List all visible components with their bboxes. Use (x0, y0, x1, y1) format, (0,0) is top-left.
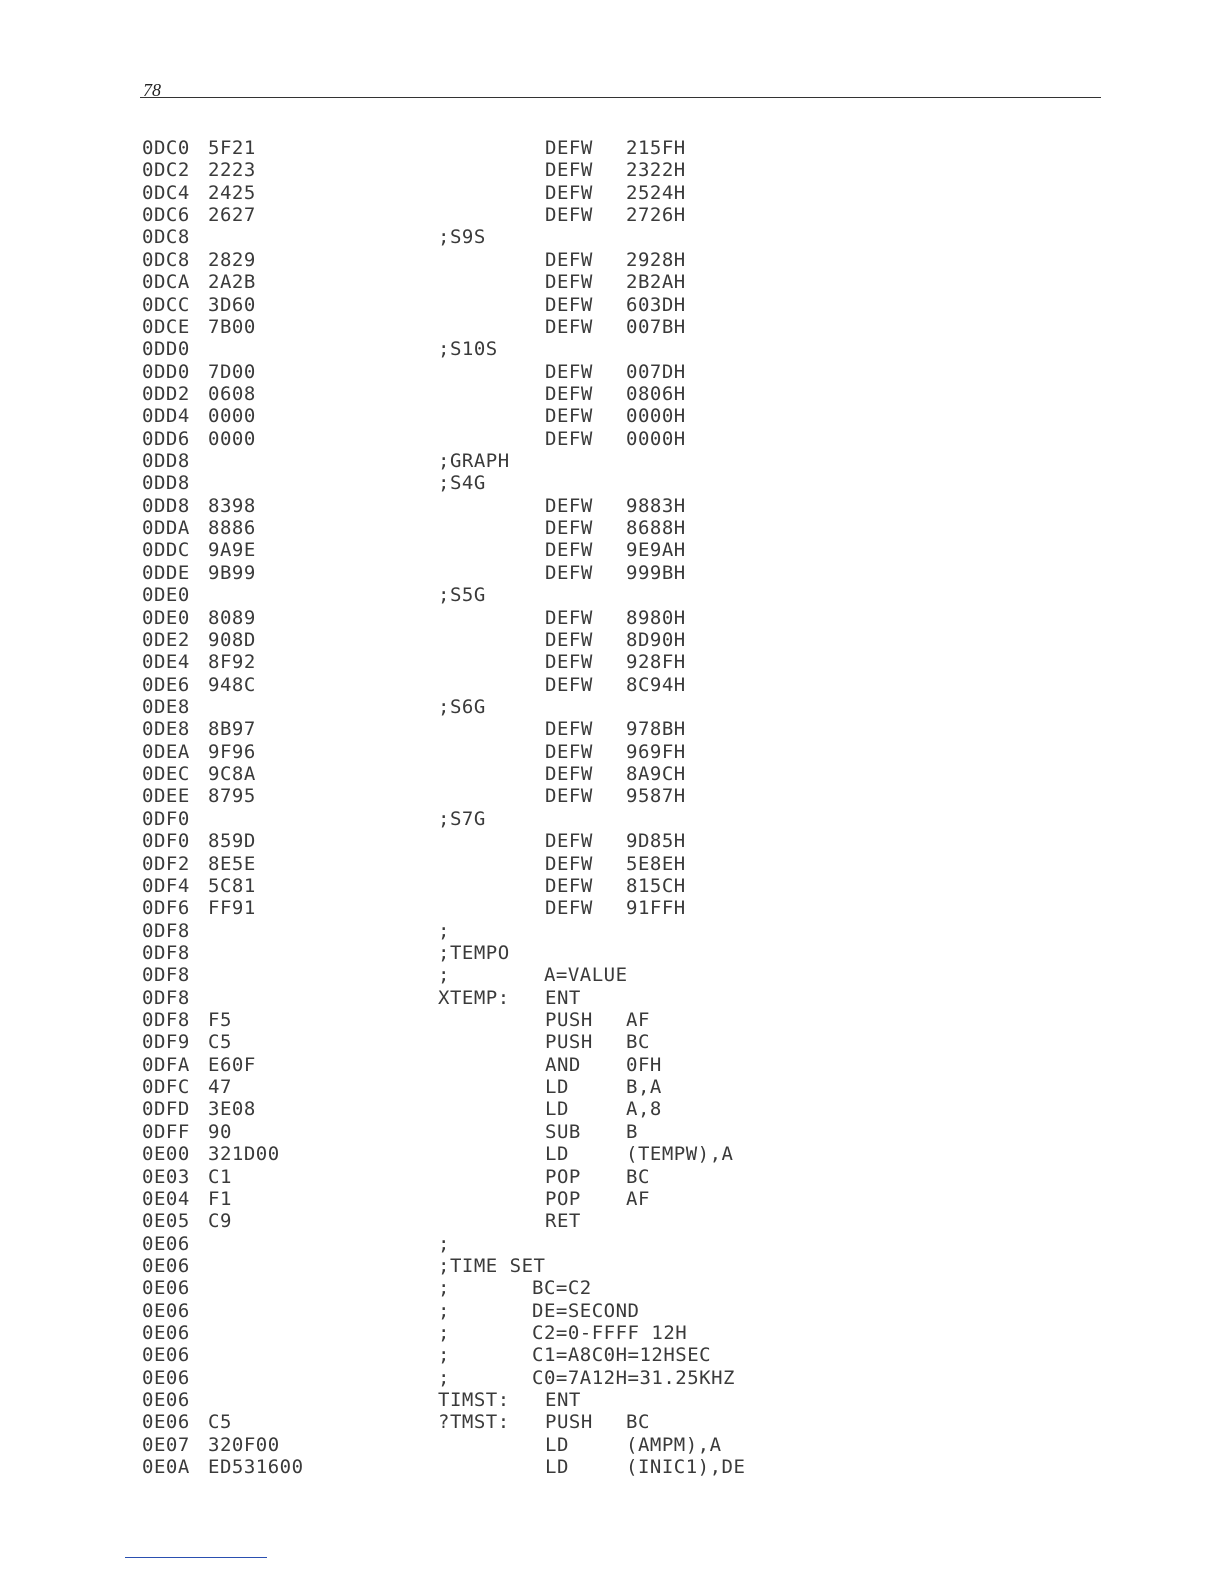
listing-addr: 0DE8 (142, 695, 190, 718)
listing-arg: B (626, 1120, 638, 1143)
listing-code: C5 (208, 1411, 232, 1434)
listing-op: AND (545, 1053, 581, 1076)
listing-line (0, 629, 1224, 651)
listing-addr: 0DE2 (142, 628, 190, 651)
listing-code: 2223 (208, 159, 256, 182)
listing-addr: 0DE4 (142, 651, 190, 674)
listing-arg: 91FFH (626, 897, 686, 920)
listing-code: 8B97 (208, 718, 256, 741)
listing-arg: 2928H (626, 248, 686, 271)
listing-label: XTEMP: (438, 986, 510, 1009)
listing-line (0, 539, 1224, 561)
listing-addr: 0DCC (142, 293, 190, 316)
listing-comment: C2=0-FFFF 12H (532, 1322, 688, 1345)
listing-arg: A,8 (626, 1098, 662, 1121)
listing-line (0, 1255, 1224, 1277)
listing-op: SUB (545, 1120, 581, 1143)
listing-line (0, 1456, 1224, 1478)
listing-arg: 928FH (626, 651, 686, 674)
listing-addr: 0E0A (142, 1456, 190, 1479)
listing-addr: 0DC2 (142, 159, 190, 182)
listing-code: 0000 (208, 405, 256, 428)
listing-arg: 8D90H (626, 628, 686, 651)
listing-line (0, 674, 1224, 696)
listing-op: PUSH (545, 1009, 593, 1032)
listing-op: DEFW (545, 539, 593, 562)
footnote-rule (125, 1557, 267, 1558)
listing-op: DEFW (545, 673, 593, 696)
listing-addr: 0DD0 (142, 338, 190, 361)
listing-arg: BC (626, 1031, 650, 1054)
listing-code: 7D00 (208, 360, 256, 383)
listing-label: ; (438, 1277, 450, 1300)
listing-line (0, 763, 1224, 785)
listing-addr: 0DD8 (142, 494, 190, 517)
listing-arg: BC (626, 1411, 650, 1434)
listing-op: DEFW (545, 740, 593, 763)
listing-op: DEFW (545, 293, 593, 316)
listing-op: PUSH (545, 1031, 593, 1054)
listing-code: ED531600 (208, 1456, 304, 1479)
listing-op: DEFW (545, 628, 593, 651)
listing-addr: 0DF8 (142, 964, 190, 987)
listing-op: LD (545, 1098, 569, 1121)
listing-label: TIMST: (438, 1389, 510, 1412)
listing-code: 908D (208, 628, 256, 651)
listing-arg: (AMPM),A (626, 1433, 722, 1456)
header-rule (140, 97, 1101, 98)
assembly-listing (0, 137, 1224, 1479)
listing-arg: (TEMPW),A (626, 1143, 734, 1166)
listing-code: 7B00 (208, 315, 256, 338)
listing-op: RET (545, 1210, 581, 1233)
listing-line (0, 942, 1224, 964)
listing-arg: 9587H (626, 785, 686, 808)
listing-code: 8F92 (208, 651, 256, 674)
listing-line (0, 718, 1224, 740)
listing-line (0, 204, 1224, 226)
listing-line (0, 1076, 1224, 1098)
listing-line (0, 987, 1224, 1009)
listing-arg: 0FH (626, 1053, 662, 1076)
listing-label: ; (438, 1366, 450, 1389)
listing-arg: AF (626, 1187, 650, 1210)
listing-op: DEFW (545, 785, 593, 808)
listing-arg: 8688H (626, 517, 686, 540)
listing-op: DEFW (545, 561, 593, 584)
listing-code: 320F00 (208, 1433, 280, 1456)
listing-line (0, 808, 1224, 830)
listing-arg: 8980H (626, 606, 686, 629)
listing-line (0, 249, 1224, 271)
listing-arg: 8C94H (626, 673, 686, 696)
listing-line (0, 1121, 1224, 1143)
listing-arg: 0000H (626, 405, 686, 428)
listing-code: 47 (208, 1076, 232, 1099)
listing-addr: 0E06 (142, 1277, 190, 1300)
listing-arg: 2524H (626, 181, 686, 204)
listing-op: POP (545, 1187, 581, 1210)
listing-addr: 0DF0 (142, 807, 190, 830)
listing-code: 2425 (208, 181, 256, 204)
listing-addr: 0DE0 (142, 606, 190, 629)
listing-arg: 815CH (626, 874, 686, 897)
listing-addr: 0E05 (142, 1210, 190, 1233)
listing-addr: 0E04 (142, 1187, 190, 1210)
listing-label: ;S5G (438, 584, 486, 607)
listing-op: LD (545, 1076, 569, 1099)
listing-line (0, 472, 1224, 494)
listing-line (0, 897, 1224, 919)
listing-arg: 2322H (626, 159, 686, 182)
listing-addr: 0DC0 (142, 137, 190, 159)
listing-line (0, 1344, 1224, 1366)
listing-addr: 0DF8 (142, 1009, 190, 1032)
listing-label: ;TEMPO (438, 941, 510, 964)
listing-code: 9C8A (208, 763, 256, 786)
listing-line (0, 1210, 1224, 1232)
listing-op: DEFW (545, 248, 593, 271)
listing-line (0, 338, 1224, 360)
listing-op: DEFW (545, 830, 593, 853)
listing-addr: 0E06 (142, 1232, 190, 1255)
listing-code: 2627 (208, 204, 256, 227)
listing-addr: 0DF2 (142, 852, 190, 875)
listing-addr: 0DEA (142, 740, 190, 763)
listing-code: FF91 (208, 897, 256, 920)
listing-code: 859D (208, 830, 256, 853)
listing-code: 9F96 (208, 740, 256, 763)
listing-comment: BC=C2 (532, 1277, 592, 1300)
listing-op: DEFW (545, 606, 593, 629)
listing-line (0, 1300, 1224, 1322)
listing-arg: (INIC1),DE (626, 1456, 746, 1479)
listing-addr: 0E06 (142, 1389, 190, 1412)
listing-op: DEFW (545, 427, 593, 450)
listing-op: DEFW (545, 360, 593, 383)
listing-addr: 0DDC (142, 539, 190, 562)
listing-addr: 0DC8 (142, 248, 190, 271)
listing-op: POP (545, 1165, 581, 1188)
listing-line (0, 785, 1224, 807)
listing-op: DEFW (545, 315, 593, 338)
listing-line (0, 1322, 1224, 1344)
listing-line (0, 1389, 1224, 1411)
listing-op: DEFW (545, 852, 593, 875)
page-number: 78 (143, 80, 161, 100)
listing-op: PUSH (545, 1411, 593, 1434)
listing-line (0, 294, 1224, 316)
listing-line (0, 1054, 1224, 1076)
listing-label: ; (438, 1322, 450, 1345)
listing-label: ; (438, 919, 450, 942)
listing-addr: 0E06 (142, 1322, 190, 1345)
listing-op: DEFW (545, 874, 593, 897)
listing-line (0, 428, 1224, 450)
listing-addr: 0DD4 (142, 405, 190, 428)
listing-label: ;S10S (438, 338, 498, 361)
listing-line (0, 1031, 1224, 1053)
listing-addr: 0DF8 (142, 941, 190, 964)
listing-code: 948C (208, 673, 256, 696)
listing-op: DEFW (545, 271, 593, 294)
listing-code: F5 (208, 1009, 232, 1032)
listing-line (0, 495, 1224, 517)
listing-arg: 007DH (626, 360, 686, 383)
listing-arg: 978BH (626, 718, 686, 741)
listing-addr: 0DFC (142, 1076, 190, 1099)
listing-line (0, 964, 1224, 986)
listing-addr: 0DF9 (142, 1031, 190, 1054)
listing-label: ;S6G (438, 695, 486, 718)
listing-line (0, 1277, 1224, 1299)
listing-addr: 0E07 (142, 1433, 190, 1456)
listing-line (0, 830, 1224, 852)
listing-addr: 0E06 (142, 1299, 190, 1322)
listing-line (0, 182, 1224, 204)
listing-line (0, 1434, 1224, 1456)
listing-arg: 9D85H (626, 830, 686, 853)
listing-line (0, 1188, 1224, 1210)
listing-arg: 9883H (626, 494, 686, 517)
listing-line (0, 696, 1224, 718)
listing-op: DEFW (545, 494, 593, 517)
listing-addr: 0E06 (142, 1344, 190, 1367)
listing-code: 8886 (208, 517, 256, 540)
listing-op: DEFW (545, 897, 593, 920)
listing-addr: 0DC6 (142, 204, 190, 227)
listing-addr: 0DD6 (142, 427, 190, 450)
listing-label: ; (438, 1232, 450, 1255)
listing-addr: 0E03 (142, 1165, 190, 1188)
listing-line (0, 1098, 1224, 1120)
listing-addr: 0E06 (142, 1411, 190, 1434)
listing-op: ENT (545, 1389, 581, 1412)
listing-code: 8795 (208, 785, 256, 808)
listing-code: 3E08 (208, 1098, 256, 1121)
listing-line (0, 316, 1224, 338)
listing-line (0, 405, 1224, 427)
listing-line (0, 741, 1224, 763)
listing-arg: 215FH (626, 137, 686, 159)
listing-code: 2A2B (208, 271, 256, 294)
listing-arg: 603DH (626, 293, 686, 316)
listing-arg: AF (626, 1009, 650, 1032)
listing-code: E60F (208, 1053, 256, 1076)
listing-line (0, 1166, 1224, 1188)
listing-arg: 0000H (626, 427, 686, 450)
listing-line (0, 383, 1224, 405)
listing-code: 5F21 (208, 137, 256, 159)
listing-addr: 0E06 (142, 1254, 190, 1277)
listing-addr: 0DD8 (142, 472, 190, 495)
listing-op: LD (545, 1456, 569, 1479)
listing-label: ;S9S (438, 226, 486, 249)
listing-addr: 0DF0 (142, 830, 190, 853)
listing-addr: 0DDA (142, 517, 190, 540)
listing-line (0, 517, 1224, 539)
listing-addr: 0DF8 (142, 986, 190, 1009)
listing-op: DEFW (545, 718, 593, 741)
listing-code: C9 (208, 1210, 232, 1233)
listing-code: 3D60 (208, 293, 256, 316)
listing-line (0, 651, 1224, 673)
listing-label: ;S4G (438, 472, 486, 495)
listing-addr: 0DCA (142, 271, 190, 294)
listing-label: ;GRAPH (438, 450, 510, 473)
listing-line (0, 1367, 1224, 1389)
listing-addr: 0DC8 (142, 226, 190, 249)
listing-line (0, 159, 1224, 181)
listing-op: DEFW (545, 382, 593, 405)
listing-addr: 0DE6 (142, 673, 190, 696)
listing-line (0, 361, 1224, 383)
listing-addr: 0E06 (142, 1366, 190, 1389)
listing-line (0, 584, 1224, 606)
listing-addr: 0DF8 (142, 919, 190, 942)
listing-comment: A=VALUE (532, 964, 628, 987)
listing-op: LD (545, 1143, 569, 1166)
listing-addr: 0DFA (142, 1053, 190, 1076)
listing-line (0, 875, 1224, 897)
listing-op: ENT (545, 986, 581, 1009)
listing-arg: 2B2AH (626, 271, 686, 294)
listing-comment: C1=A8C0H=12HSEC (532, 1344, 712, 1367)
listing-op: DEFW (545, 137, 593, 159)
listing-line (0, 920, 1224, 942)
listing-label: ?TMST: (438, 1411, 510, 1434)
listing-comment: C0=7A12H=31.25KHZ (532, 1366, 735, 1389)
listing-arg: BC (626, 1165, 650, 1188)
listing-code: 0608 (208, 382, 256, 405)
listing-addr: 0DEC (142, 763, 190, 786)
listing-arg: 8A9CH (626, 763, 686, 786)
listing-code: 321D00 (208, 1143, 280, 1166)
listing-op: DEFW (545, 181, 593, 204)
listing-comment: DE=SECOND (532, 1299, 640, 1322)
listing-arg: 007BH (626, 315, 686, 338)
listing-code: F1 (208, 1187, 232, 1210)
listing-code: 0000 (208, 427, 256, 450)
listing-code: 8E5E (208, 852, 256, 875)
listing-line (0, 137, 1224, 159)
listing-addr: 0DF6 (142, 897, 190, 920)
listing-addr: 0DEE (142, 785, 190, 808)
listing-line (0, 607, 1224, 629)
listing-addr: 0DE8 (142, 718, 190, 741)
listing-addr: 0DCE (142, 315, 190, 338)
listing-code: 9A9E (208, 539, 256, 562)
listing-op: DEFW (545, 517, 593, 540)
listing-line (0, 450, 1224, 472)
listing-op: DEFW (545, 651, 593, 674)
listing-addr: 0DF4 (142, 874, 190, 897)
listing-code: 5C81 (208, 874, 256, 897)
listing-op: LD (545, 1433, 569, 1456)
listing-op: DEFW (545, 763, 593, 786)
listing-arg: 2726H (626, 204, 686, 227)
listing-op: DEFW (545, 204, 593, 227)
listing-arg: B,A (626, 1076, 662, 1099)
listing-line (0, 1411, 1224, 1433)
listing-op: DEFW (545, 405, 593, 428)
listing-addr: 0DFF (142, 1120, 190, 1143)
listing-label: ;TIME SET (438, 1254, 546, 1277)
listing-line (0, 1233, 1224, 1255)
listing-line (0, 271, 1224, 293)
listing-code: 90 (208, 1120, 232, 1143)
listing-line (0, 562, 1224, 584)
listing-line (0, 1143, 1224, 1165)
listing-label: ;S7G (438, 807, 486, 830)
listing-addr: 0DD2 (142, 382, 190, 405)
listing-code: C1 (208, 1165, 232, 1188)
listing-label: ; (438, 1299, 450, 1322)
listing-arg: 969FH (626, 740, 686, 763)
listing-label: ; (438, 964, 450, 987)
listing-code: 2829 (208, 248, 256, 271)
listing-arg: 5E8EH (626, 852, 686, 875)
listing-addr: 0DFD (142, 1098, 190, 1121)
listing-arg: 9E9AH (626, 539, 686, 562)
listing-label: ; (438, 1344, 450, 1367)
listing-line (0, 1009, 1224, 1031)
listing-addr: 0DE0 (142, 584, 190, 607)
listing-code: 8089 (208, 606, 256, 629)
listing-op: DEFW (545, 159, 593, 182)
listing-addr: 0DD8 (142, 450, 190, 473)
listing-code: 9B99 (208, 561, 256, 584)
listing-arg: 999BH (626, 561, 686, 584)
listing-addr: 0DC4 (142, 181, 190, 204)
listing-arg: 0806H (626, 382, 686, 405)
listing-code: 8398 (208, 494, 256, 517)
listing-addr: 0E00 (142, 1143, 190, 1166)
listing-line (0, 226, 1224, 248)
listing-line (0, 853, 1224, 875)
listing-addr: 0DDE (142, 561, 190, 584)
listing-addr: 0DD0 (142, 360, 190, 383)
listing-code: C5 (208, 1031, 232, 1054)
